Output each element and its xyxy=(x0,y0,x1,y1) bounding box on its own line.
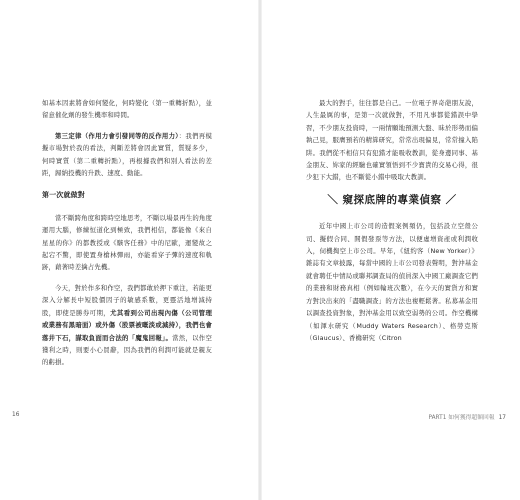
page-footer-right xyxy=(428,412,506,421)
page-number-right: 17 xyxy=(498,415,506,421)
page-number-left: 16 xyxy=(12,412,20,418)
law-three-body: ：我們再模擬市場對於我的看法，判斷差將會因此實質，質疑多少，何時實質（第二重轉折點），再根據我們和別人看法的差距，歸納投機的升跌、速度、動能。 xyxy=(42,131,212,178)
chapter-title: ＼ 窺探底牌的專業偵察 ／ xyxy=(327,193,457,206)
left-paragraph-2: 當不斷跨角度和跨時空地思考，不斷以場景再生的角度運用大腦，修練恒道化到極致，我們相信，都能像《來自星星的你》的都教授或《駭客任務》中的尼歐，運變故之起宕不驚，即使置身槍林彈雨，亦能看穿子彈的速度和軌跡，藉著時差擒占先機。 xyxy=(42,213,212,272)
p3-bold: 尤其看到公司出現內傷（公司管理或業務有黑暗面）或外傷（股票被嘅淡或減持），我們也會落井下石，謀取負面而合法的「魔鬼回報」。 xyxy=(42,308,213,342)
law-three-heading: 第三定律（作用力會引發同等的反作用力） xyxy=(55,131,179,140)
section-title: 第一次就做對 xyxy=(42,191,85,200)
left-text-column xyxy=(42,97,212,377)
left-paragraph-1 xyxy=(42,130,212,180)
left-paragraph-3 xyxy=(42,282,212,369)
p3-before: 今天，對於作多和作空，我們都敢於押下重注，若能更深入分解長中短股價因子的敏感系數，更靈活地增減持股，即使是勝券可期， xyxy=(42,283,212,317)
right-page xyxy=(260,0,520,500)
right-paragraph-top: 最大的對手，往往都是自己。一位電子界奇葩朋友說，人生最厲的事，是第一次就做對，不用凡事都從錯誤中學習，不少朋友投資時，一兩情願地預測大盤、昧於形勢而偏執己見，服膺預若的精算研究，常常出現偏見，常常撞入陷阱。我們從不相信只有犯錯才能吸收教訓，從身邊同事、基金朋友、妳家的經驗也確實領悟到不少寶貴的交易心得，很少犯下大錯，也不斷從小錯中吸取大教訓。 xyxy=(306,99,478,182)
running-head: PART1 如何獲得超額回報 xyxy=(428,415,495,421)
right-paragraph-bottom: 近年中國上市公司的造假案例頻仍，包括設立空殼公司、擬假合同、開假發票等方法，以便虛增資產或利潤收入，伺機掏空上市公司。早年，《紐約客（New Yorker）》雜誌有文章披露，每當中國的上市公司發表聲明，對沖基金就會聘任中情局或聯邦調查局的偵員深入中國工廠調查它們的業務和財務真相（例如輪班次數），在今天的實貨方和實方對決出來的「盡職調查」的方法也複輕鬆著。私募基金用以調查投資對象，對沖基金用以致空弱勢的公司。作空機構（如渾水研究（Muddy Waters Research）、格勞克斯（Glaucus）、香櫞研究（Citron xyxy=(306,222,478,342)
p3-after: 當然，以作空獲利之時，則要小心買辭，因為我們的利潤可能就是親友的虧損。 xyxy=(42,333,212,367)
left-paragraph-0: 如基本因素將會如何變化，何時變化（第一重轉折點），並留意催化劑的發生機率和時間。 xyxy=(42,99,212,120)
right-text-column xyxy=(306,97,478,352)
